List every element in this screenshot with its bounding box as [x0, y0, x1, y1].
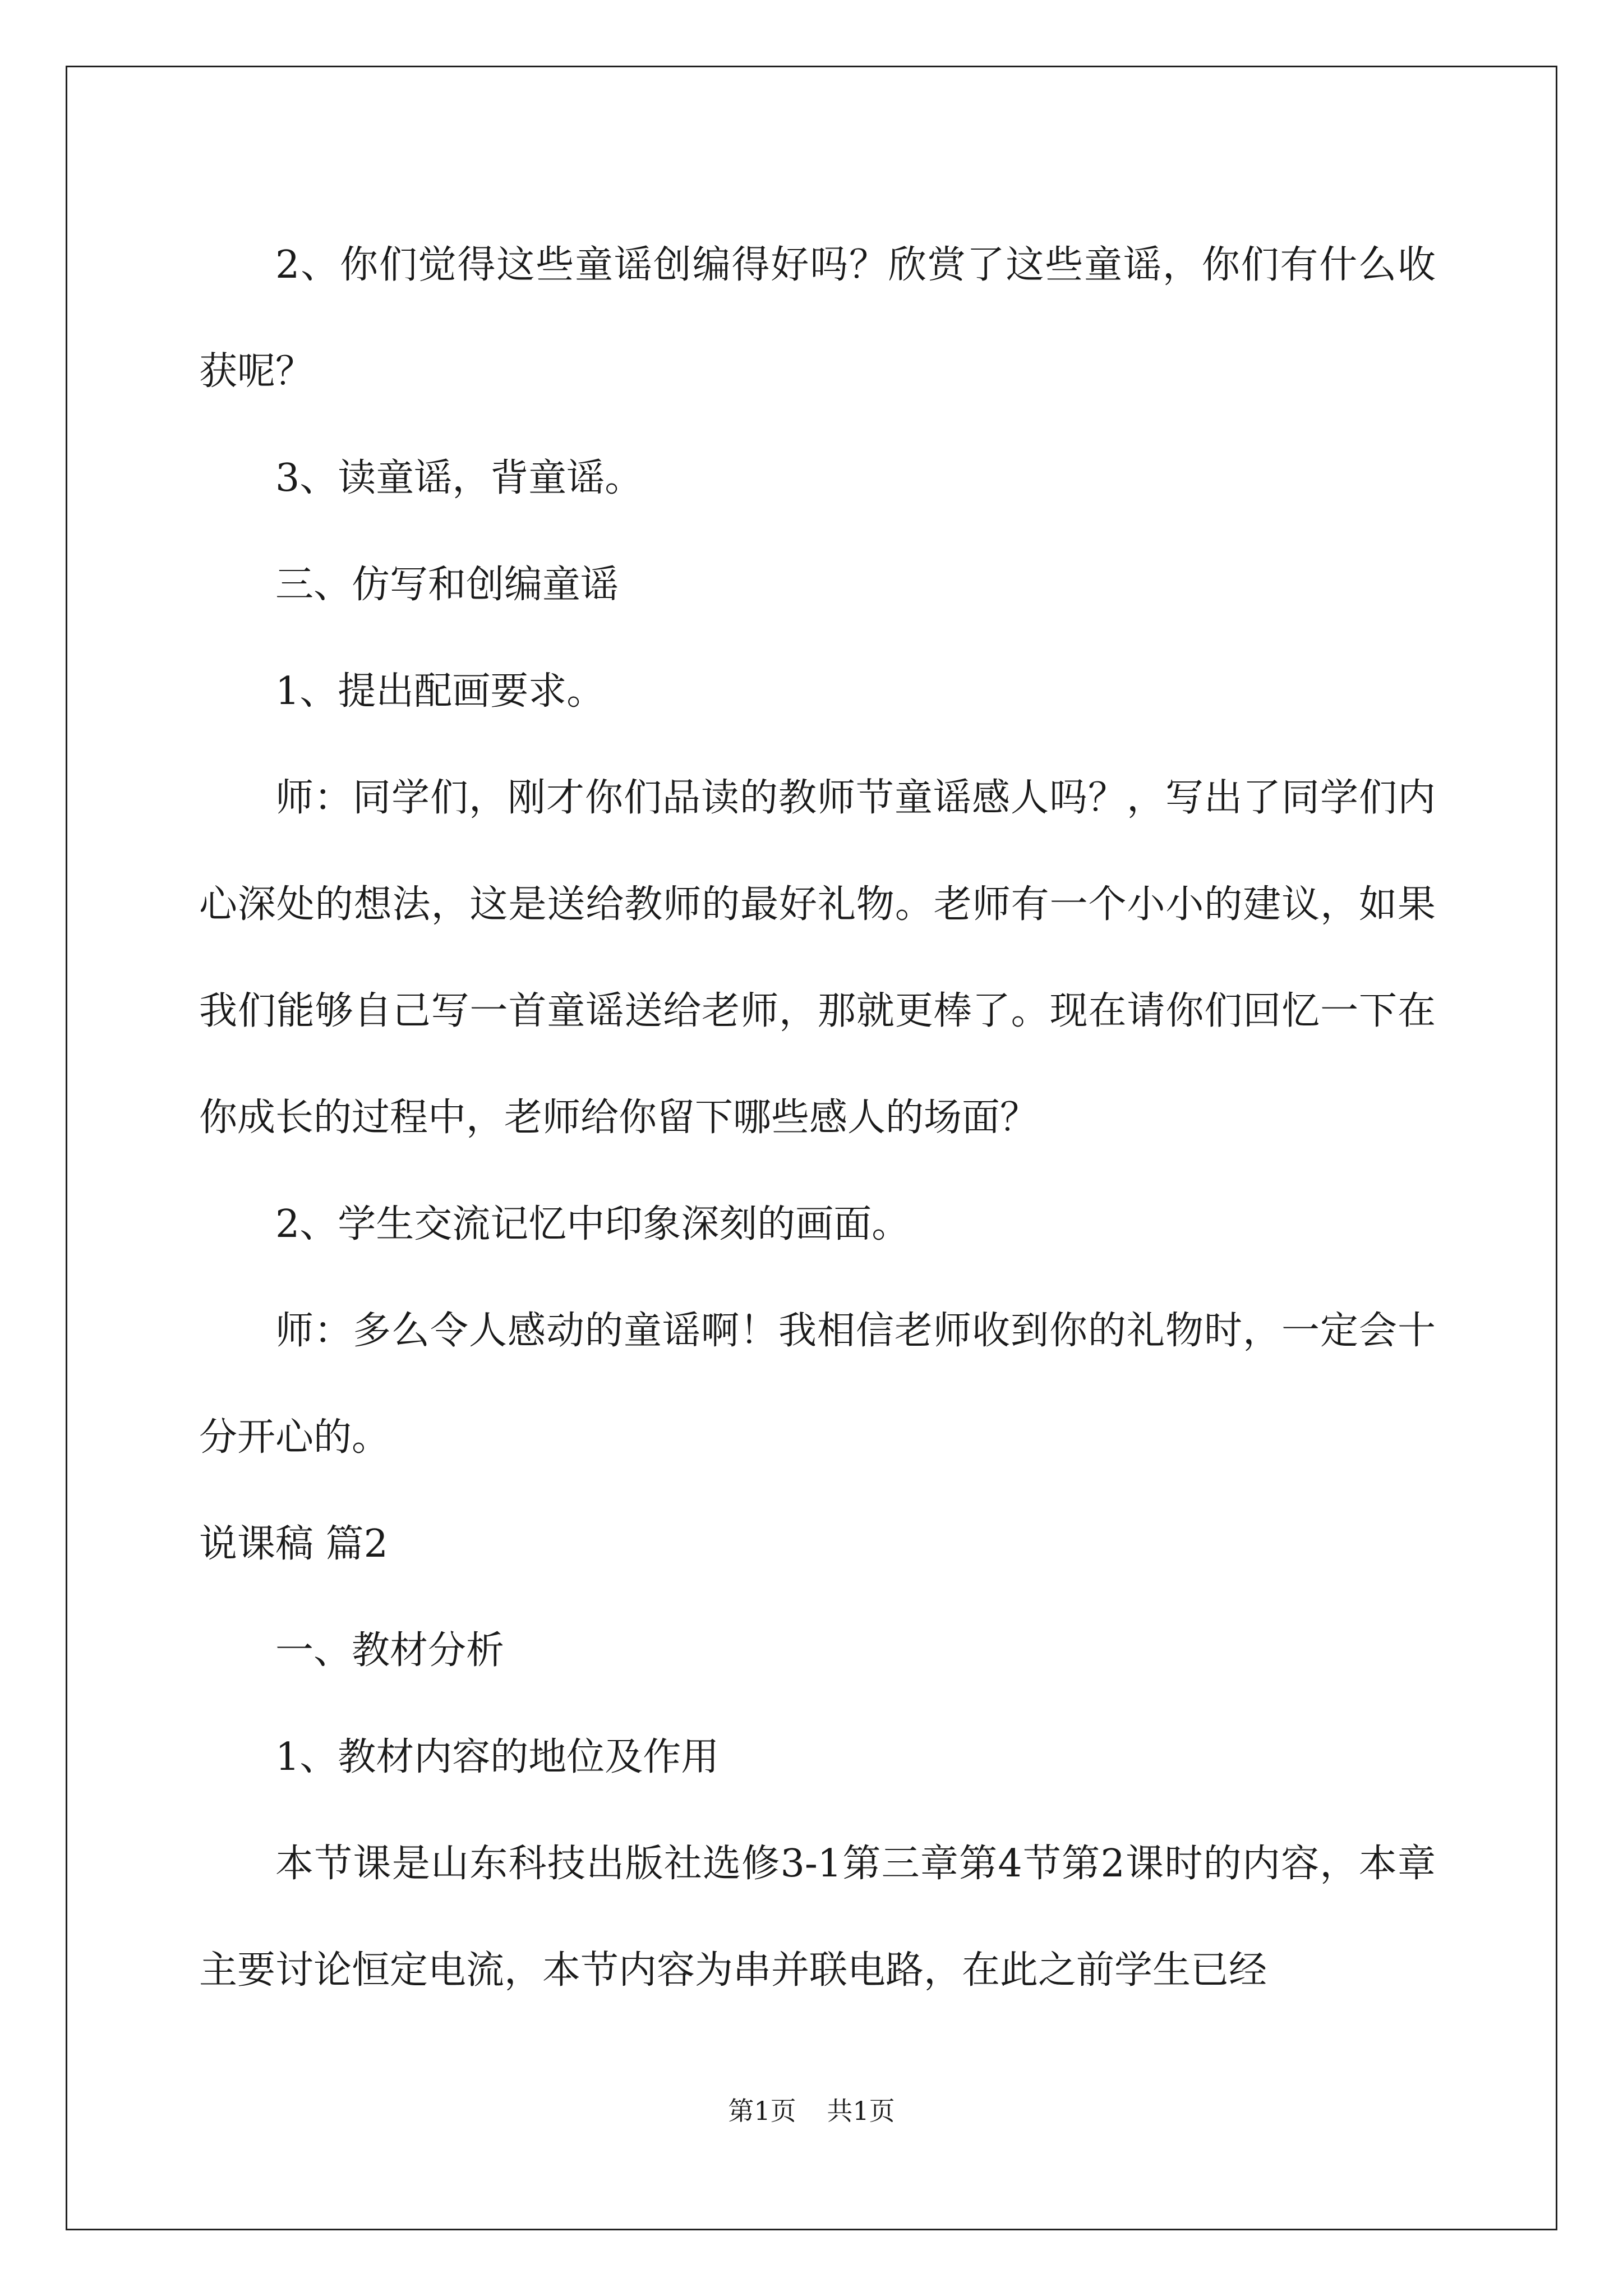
paragraph: 本节课是山东科技出版社选修3-1第三章第4节第2课时的内容，本章主要讨论恒定电流，本节内容为串并联电路，在此之前学生已经	[199, 1842, 1436, 1993]
page-footer	[0, 2094, 1623, 2128]
article-title: 说课稿 篇2	[199, 1522, 388, 1566]
subsection-heading: 1、教材内容的地位及作用	[275, 1735, 720, 1779]
section-heading: 三、仿写和创编童谣	[275, 563, 619, 607]
paragraph: 师：同学们，刚才你们品读的教师节童谣感人吗？，写出了同学们内心深处的想法，这是送给教师的最好礼物。老师有一个小小的建议，如果我们能够自己写一首童谣送给老师，那就更棒了。现在请你们回忆一下在你成长的过程中，老师给你留下哪些感人的场面？	[199, 776, 1436, 1140]
page-total: 共1页	[827, 2096, 895, 2126]
document-body	[199, 212, 1436, 2024]
paragraph: 2、学生交流记忆中印象深刻的画面。	[275, 1202, 910, 1246]
paragraph: 1、提出配画要求。	[275, 669, 605, 714]
paragraph: 师：多么令人感动的童谣啊！我相信老师收到你的礼物时，一定会十分开心的。	[199, 1309, 1436, 1460]
section-heading: 一、教材分析	[275, 1628, 505, 1673]
page-number: 第1页	[728, 2096, 796, 2126]
paragraph: 3、读童谣，背童谣。	[275, 456, 643, 500]
paragraph: 2、你们觉得这些童谣创编得好吗？欣赏了这些童谣，你们有什么收获呢？	[199, 243, 1436, 394]
